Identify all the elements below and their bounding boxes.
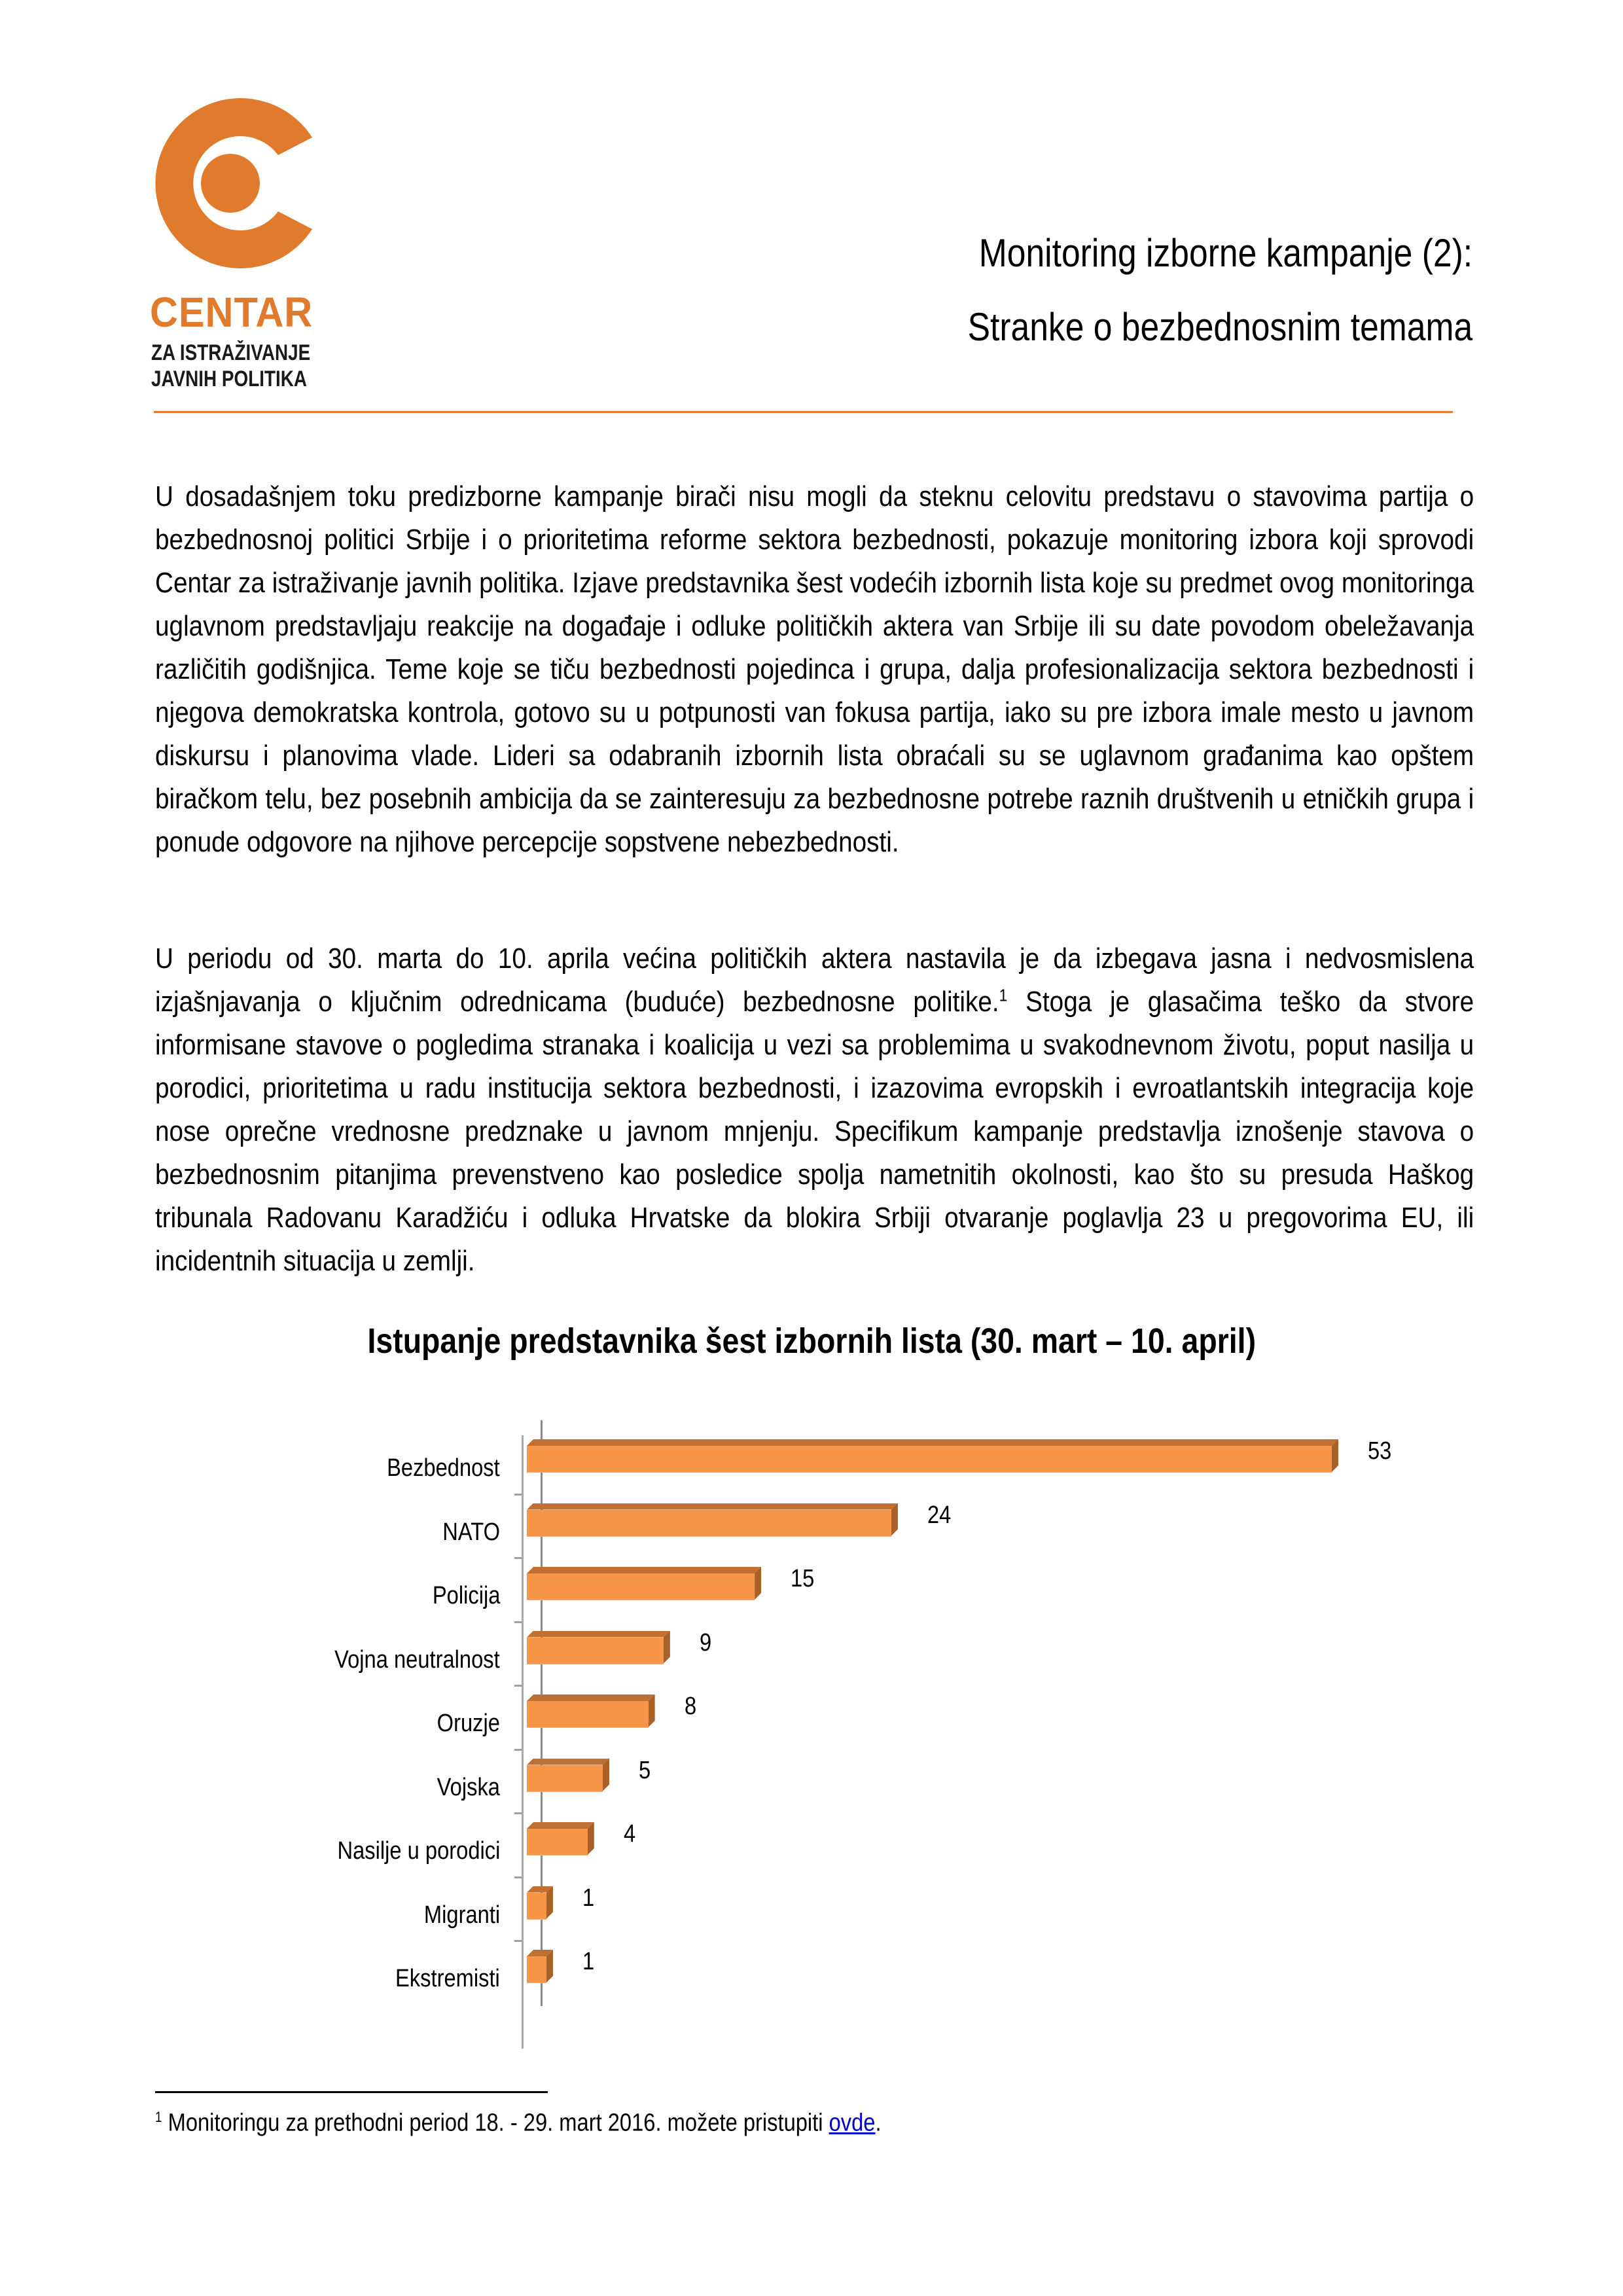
bar-value-label: 15	[791, 1565, 815, 1592]
logo-subtitle-line2: JAVNIH POLITIKA	[151, 367, 308, 391]
bar-top-face	[527, 1950, 553, 1956]
bar	[527, 1893, 546, 1920]
footnote-period: .	[875, 2109, 882, 2137]
category-label: Policija	[432, 1582, 500, 1609]
bar	[527, 1446, 1332, 1473]
bar-top-face	[527, 1631, 670, 1638]
category-label: Oruzje	[437, 1710, 500, 1737]
bar-value-label: 53	[1368, 1437, 1392, 1465]
footnote-link[interactable]: ovde	[829, 2109, 876, 2137]
bar	[527, 1956, 546, 1983]
bar-top-face	[527, 1822, 594, 1829]
organization-logo	[141, 92, 337, 399]
chart-row	[0, 1501, 1623, 1565]
header-divider	[154, 411, 1453, 413]
footnote-number: 1	[155, 2109, 162, 2125]
bar-side-face	[588, 1822, 594, 1855]
category-label: Nasilje u porodici	[337, 1837, 500, 1865]
logo-c-icon	[141, 92, 321, 275]
chart-category-axis	[522, 1435, 524, 2049]
bar	[527, 1701, 649, 1728]
bar	[527, 1765, 603, 1792]
bar-side-face	[649, 1695, 655, 1727]
chart-row	[0, 1948, 1623, 2011]
axis-tick	[514, 1494, 522, 1496]
bar-value-label: 5	[639, 1756, 651, 1784]
axis-tick	[514, 1876, 522, 1878]
category-label: NATO	[442, 1518, 500, 1546]
footnote-separator	[155, 2091, 548, 2093]
axis-tick	[514, 1940, 522, 1942]
bar	[527, 1829, 588, 1856]
chart-row	[0, 1629, 1623, 1693]
bar-side-face	[891, 1503, 898, 1536]
footnote-text: Monitoringu za prethodni period 18. - 29. mart 2016. možete pristupiti	[162, 2109, 829, 2137]
paragraph-2-text-a: U periodu od 30. marta do 10. aprila većina političkih aktera nastavila je da izbegava jasna i nedvosmislena izjašnjavanja o ključnim odrednicama (buduće) bezbednosne politike.	[155, 942, 1474, 1018]
axis-tick	[514, 1557, 522, 1559]
chart-title	[0, 1321, 1623, 1361]
chart-row	[0, 1437, 1623, 1501]
bar-top-face	[527, 1759, 609, 1765]
footnote-reference[interactable]: 1	[999, 985, 1008, 1005]
bar-side-face	[546, 1886, 553, 1919]
bar-top-face	[527, 1503, 898, 1510]
chart-row	[0, 1565, 1623, 1628]
bar	[527, 1638, 664, 1664]
bar-side-face	[755, 1567, 761, 1600]
bar-top-face	[527, 1567, 761, 1573]
bar-top-face	[527, 1886, 553, 1893]
axis-tick	[514, 1685, 522, 1687]
category-label: Vojska	[437, 1773, 500, 1801]
document-title-line2: Stranke o bezbednosnim temama	[967, 305, 1472, 349]
bar-side-face	[546, 1950, 553, 1982]
chart-row	[0, 1820, 1623, 1884]
category-label: Bezbednost	[387, 1454, 500, 1482]
bar	[527, 1573, 755, 1600]
logo-subtitle-line1: ZA ISTRAŽIVANJE	[151, 340, 311, 365]
axis-tick	[514, 1749, 522, 1751]
footnote	[155, 2109, 882, 2138]
logo-name: CENTAR	[150, 289, 313, 336]
bar	[527, 1510, 891, 1537]
bar-top-face	[527, 1695, 655, 1701]
paragraph-2-text-b: Stoga je glasačima teško da stvore informisane stavove o pogledima stranaka i koalicija u vezi sa problemima u svakodnevnom životu, poput nasilja u porodici, prioritetima u radu institucija sektora bezbednosti, i izazovima evropskih i evroatlantskih integracija koje nose oprečne vrednosne predznake u javnom mnjenju. Specifikum kampanje predstavlja iznošenje stavova o bezbednosnim pitanjima prevenstveno kao posledice spolja nametnitih okolnosti, kao što su presuda Haškog tribunala Radovanu Karadžiću i odluka Hrvatske da blokira Srbiji otvaranje poglavlja 23 u pregovorima EU, ili incidentnih situacija u zemlji.	[155, 986, 1474, 1277]
bar-value-label: 4	[623, 1820, 636, 1848]
bar-value-label: 9	[699, 1628, 712, 1657]
document-title-line1: Monitoring izborne kampanje (2):	[978, 231, 1472, 275]
chart-axis-back-wall	[541, 1420, 543, 2006]
bar-value-label: 1	[582, 1884, 595, 1912]
bar-top-face	[527, 1439, 1338, 1446]
body-paragraph-2	[155, 937, 1474, 1283]
body-paragraph-1: U dosadašnjem toku predizborne kampanje birači nisu mogli da steknu celovitu predstavu o stavovima partija o bezbednosnoj politici Srbije i o prioritetima reforme sektora bezbednosti, pokazuje monitoring izbora koji sprovodi Centar za istraživanje javnih politika. Izjave predstavnika šest vodećih izbornih lista koje su predmet ovog monitoringa uglavnom predstavljaju reakcije na događaje i odluke političkih aktera van Srbije ili su date povodom obeležavanja različitih godišnjica. Teme koje se tiču bezbednosti pojedinca i grupa, dalja profesionalizacija sektora bezbednosti i njegova demokratska kontrola, gotovo su u potpunosti van fokusa partija, iako su pre izbora imale mesto u javnom diskursu i planovima vlade. Lideri sa odabranih izbornih lista obraćali su se uglavnom građanima kao opštem biračkom telu, bez posebnih ambicija da se zainteresuju za bezbednosne potrebe raznih društvenih u etničkih grupa i ponude odgovore na njihove percepcije sopstvene nebezbednosti.	[155, 480, 1474, 858]
bar-side-face	[1332, 1439, 1338, 1472]
axis-tick	[514, 1621, 522, 1623]
chart-row	[0, 1884, 1623, 1948]
axis-tick	[514, 1812, 522, 1814]
bar-side-face	[664, 1631, 670, 1664]
chart-row	[0, 1757, 1623, 1820]
category-label: Vojna neutralnost	[334, 1645, 500, 1674]
bar-value-label: 1	[582, 1948, 595, 1975]
chart-row	[0, 1693, 1623, 1756]
bar-value-label: 24	[927, 1501, 952, 1529]
bar-value-label: 8	[684, 1693, 696, 1720]
category-label: Ekstremisti	[395, 1965, 500, 1992]
chart-title-text: Istupanje predstavnika šest izbornih lista (30. mart – 10. april)	[367, 1321, 1256, 1361]
bar-side-face	[603, 1759, 609, 1791]
category-label: Migranti	[423, 1901, 500, 1929]
